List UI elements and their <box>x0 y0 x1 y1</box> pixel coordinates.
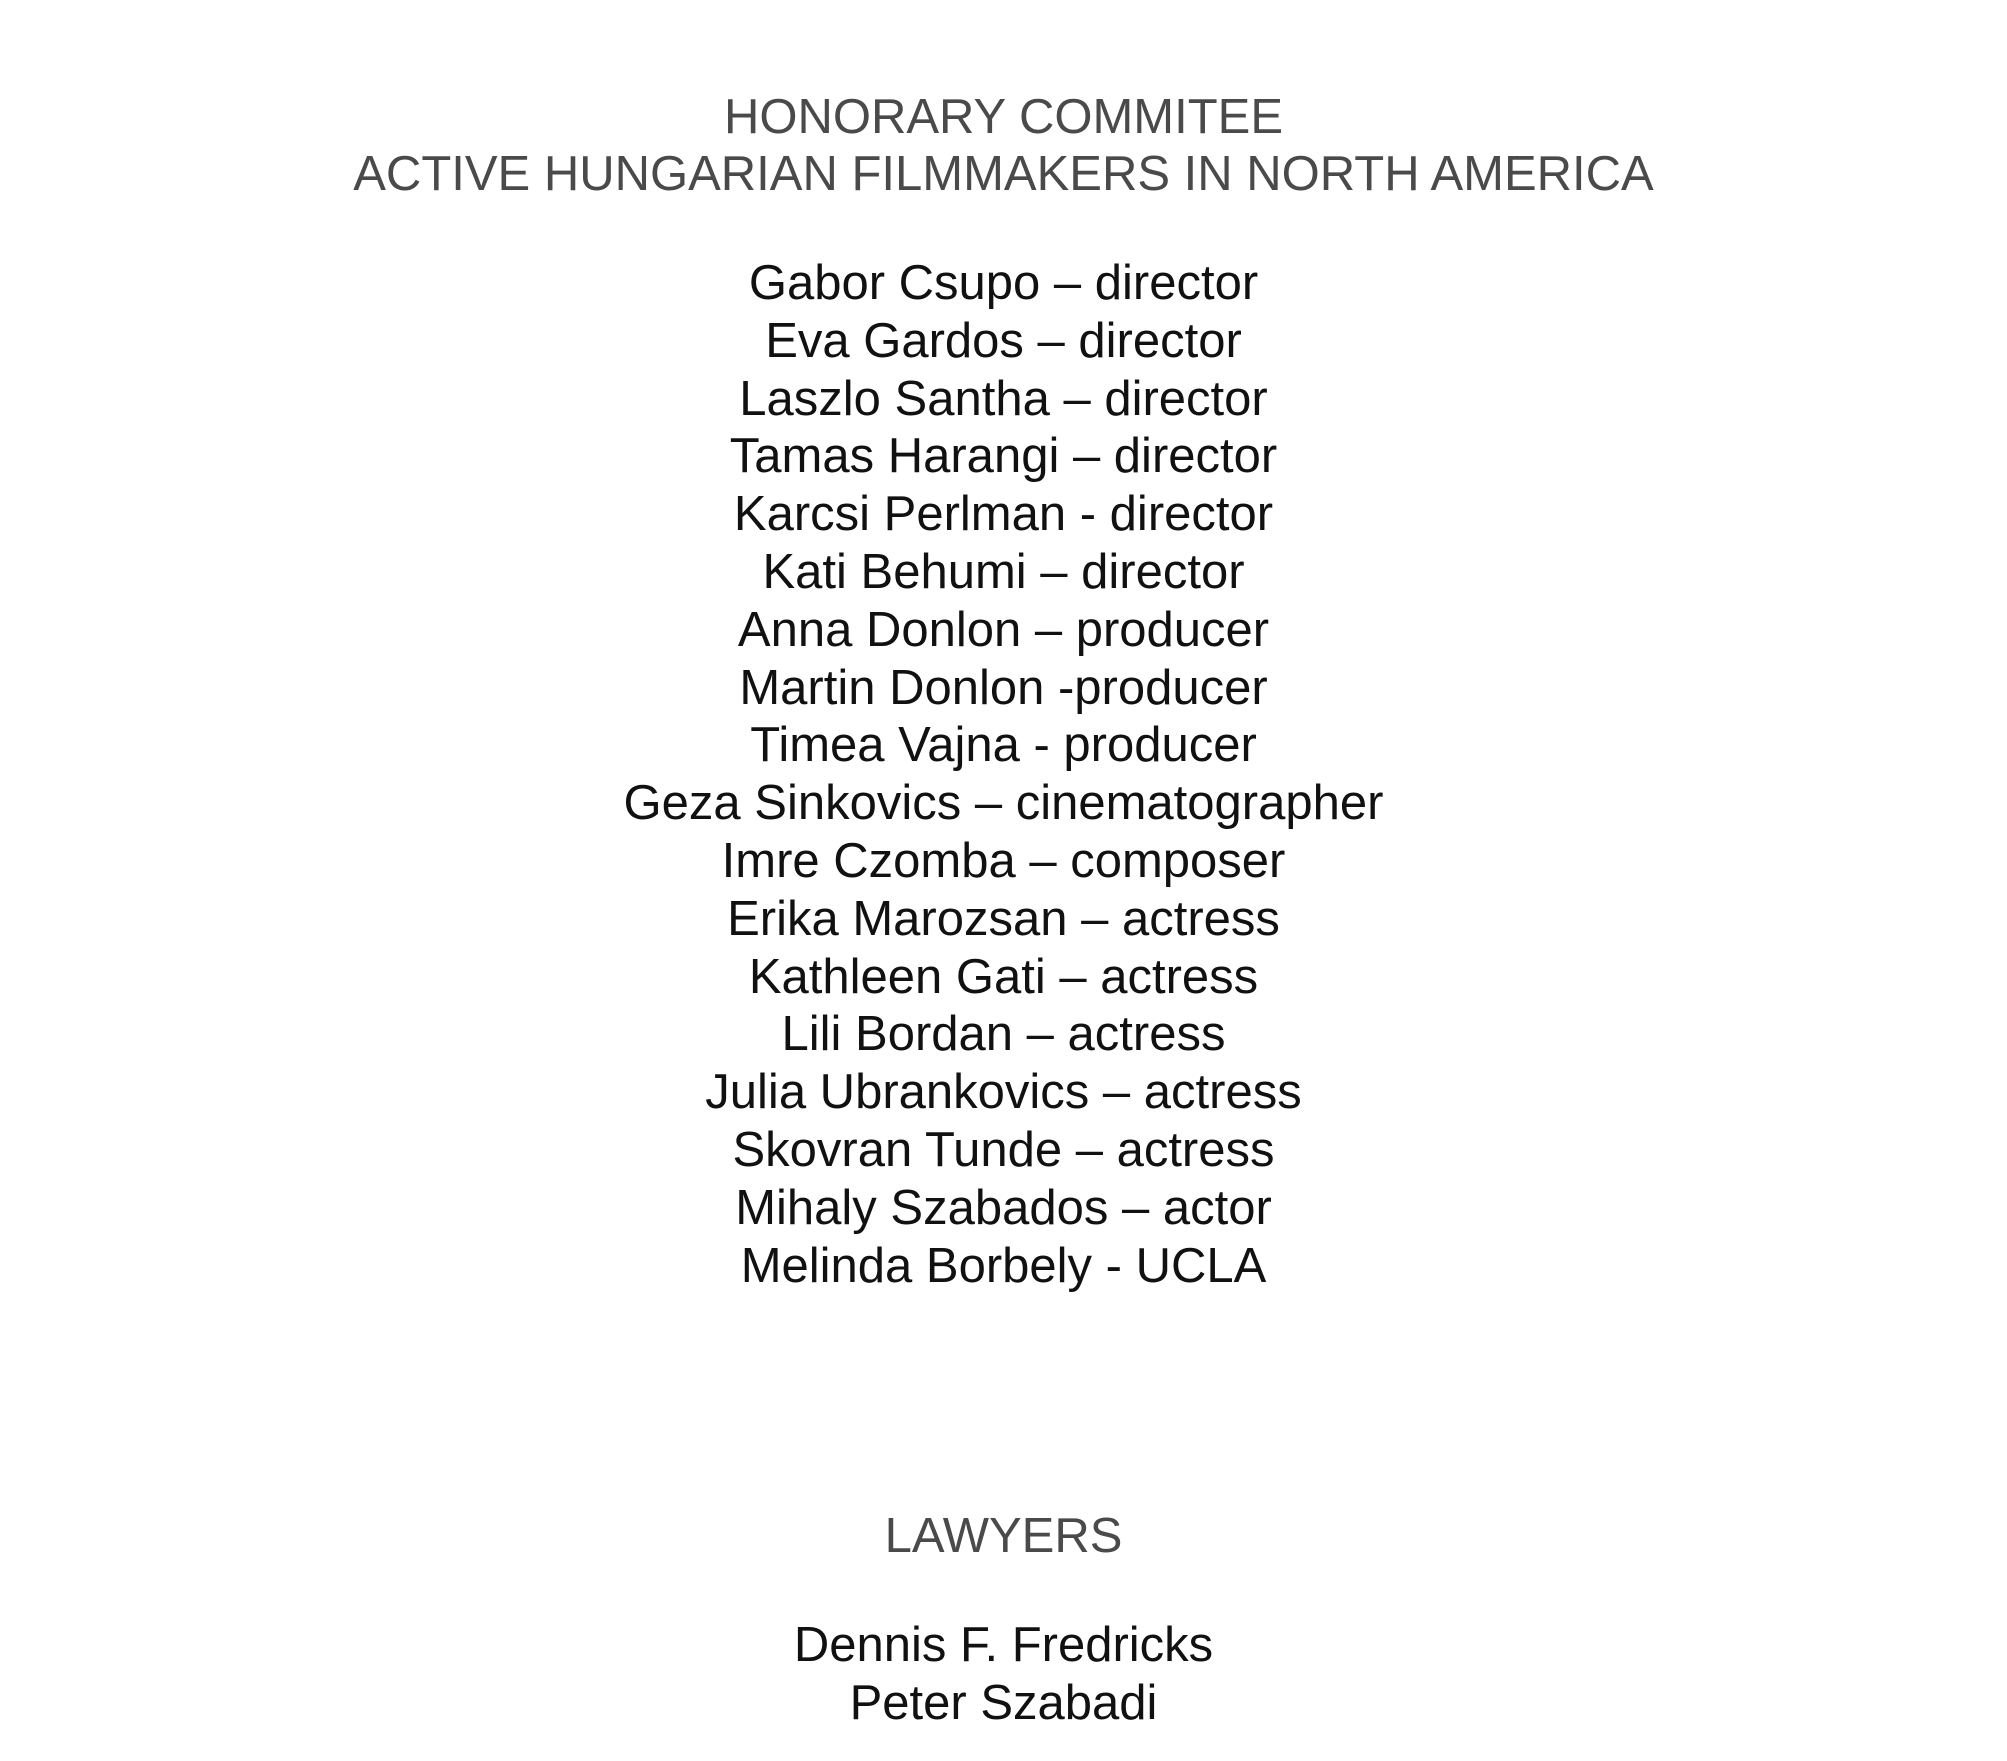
committee-subtitle: ACTIVE HUNGARIAN FILMMAKERS IN NORTH AMERICA <box>353 147 1654 201</box>
lawyers-title: LAWYERS <box>884 1509 1123 1563</box>
committee-member: Lili Bordan – actress <box>781 1007 1226 1062</box>
committee-member: Timea Vajna - producer <box>750 718 1257 773</box>
committee-member: Melinda Borbely - UCLA <box>740 1238 1267 1293</box>
committee-member: Martin Donlon -producer <box>739 660 1268 715</box>
committee-member: Mihaly Szabados – actor <box>735 1180 1272 1235</box>
committee-member: Kathleen Gati – actress <box>748 949 1259 1004</box>
committee-member: Gabor Csupo – director <box>748 256 1259 310</box>
committee-member: Laszlo Santha – director <box>739 371 1268 426</box>
lawyer-name: Peter Szabadi <box>849 1675 1158 1730</box>
committee-member: Karcsi Perlman - director <box>733 487 1274 542</box>
committee-member: Skovran Tunde – actress <box>732 1122 1275 1177</box>
committee-members-list <box>0 255 2007 1295</box>
committee-member: Eva Gardos – director <box>765 313 1242 368</box>
committee-member: Kati Behumi – director <box>762 544 1245 599</box>
committee-member: Erika Marozsan – actress <box>727 891 1280 946</box>
committee-member: Tamas Harangi – director <box>729 429 1278 484</box>
lawyer-name: Dennis F. Fredricks <box>793 1618 1214 1672</box>
committee-member: Julia Ubrankovics – actress <box>705 1065 1302 1120</box>
committee-member: Geza Sinkovics – cinematographer <box>623 776 1384 831</box>
committee-member: Imre Czomba – composer <box>721 833 1286 888</box>
committee-title: HONORARY COMMITEE <box>723 90 1284 144</box>
committee-member: Anna Donlon – producer <box>737 602 1270 657</box>
lawyers-list <box>0 1617 2007 1733</box>
